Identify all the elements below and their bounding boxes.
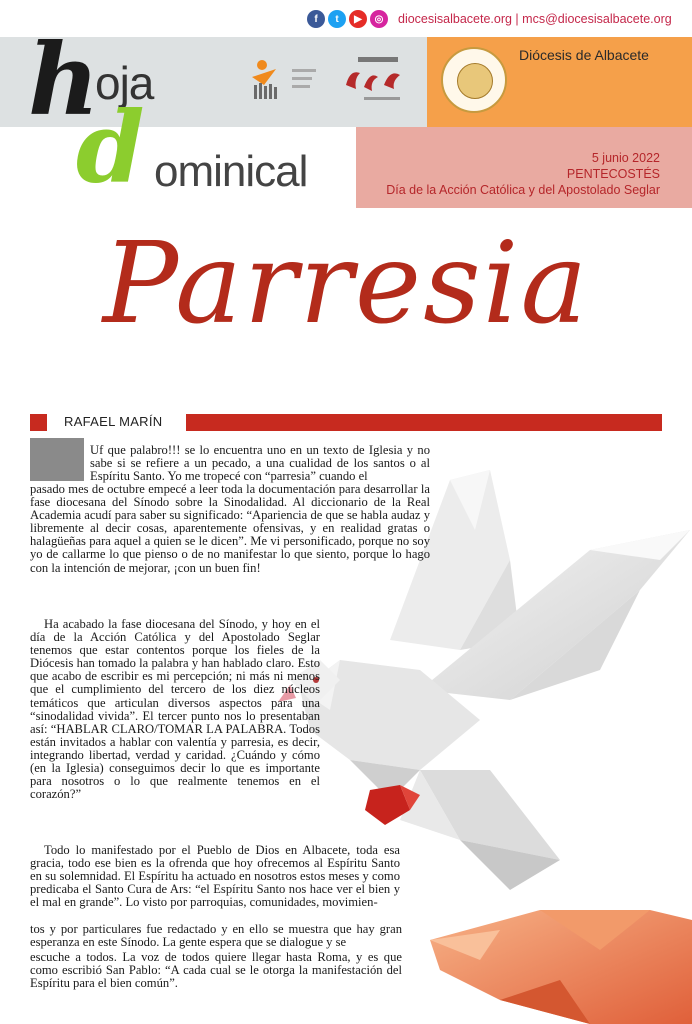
- contact-line[interactable]: diocesisalbacete.org | mcs@diocesisalbacete.org: [398, 12, 672, 26]
- logo-ominical: ominical: [154, 147, 308, 196]
- twitter-icon[interactable]: t: [328, 10, 346, 28]
- social-icons: [307, 10, 388, 28]
- logo-letter-d: d: [76, 91, 145, 206]
- paragraph-3-cont: tos y por particulares fue redactado y en ello se muestra que hay gran esperanza en este Sínodo. La gente espera que se dialogue y se: [30, 922, 402, 950]
- logo-letter-h: h: [28, 23, 100, 138]
- youtube-icon[interactable]: ▶: [349, 10, 367, 28]
- diocese-seal-logo: [441, 47, 507, 113]
- issue-date-block: [386, 150, 660, 198]
- paragraph-2: Ha acabado la fase diocesana del Sínodo, y hoy en el día de la Acción Católica y del Apostolado Seglar tenemos que estar contentos porque los fieles de la Diócesis han tomado la palabra y han hablado claro. Esto que acabo de escribir es mi percepción; ni más ni menos que el cumplimiento del tercero de los diez núcleos temáticos que articulan diversos aspectos para una “sinodalidad vivida”. El tercer punto nos lo presentaban así: “HABLAR CLARO/TOMAR LA PALABRA. Todos están invitados a hablar con valentía y parresia, es decir, integrando libertad, verdad y caridad. ¿Cuándo y cómo (en la Iglesia) conseguimos decir lo que es importante para nosotros o lo que realmente tenemos en el corazón?”: [30, 617, 320, 802]
- feast-day-description: Día de la Acción Católica y del Apostolado Seglar: [386, 183, 660, 197]
- article-author: RAFAEL MARÍN: [64, 414, 163, 429]
- instagram-icon[interactable]: ◎: [370, 10, 388, 28]
- facebook-icon[interactable]: f: [307, 10, 325, 28]
- logo-oja: oja: [95, 57, 154, 109]
- paragraph-3-end: escuche a todos. La voz de todos quiere llegar hasta Roma, y es que como escribió San Pablo: “A cada cual se le otorga la manifestación del Espíritu para el bien común”.: [30, 950, 402, 991]
- diocese-name: Diócesis de Albacete: [519, 47, 649, 63]
- paragraph-1-cont: pasado mes de octubre empecé a leer toda la documentación para desarrollar la fase diocesana del Sínodo sobre la Sinodalidad. Al diccionario de la Real Academia acudí para saber su significado: “Apariencia de que se habla audaz y libremente al decir cosas, aparentemente ofensivas, y en realidad gratas o halagüeñas para aquel a quien se le dicen”. Me vi personificado, porque no soy yo de callarme lo que pienso o de no manifestar lo que siento, porque lo hago con la intención de mejorar, ¡con un buen fin!: [30, 482, 430, 575]
- article-title: Parresia: [102, 219, 590, 349]
- issue-date: 5 junio 2022: [591, 151, 660, 165]
- byline-square: [30, 414, 47, 431]
- paragraph-1-start: Uf que palabro!!! se lo encuentra uno en un texto de Iglesia y no sabe si se refiere a un pecado, a una cualidad de los santos o al Espíritu Santo. Yo me tropecé con “parresia” cuando el: [90, 443, 430, 484]
- paragraph-3: Todo lo manifestado por el Pueblo de Dios en Albacete, toda esa gracia, todo ese bien es la ofrenda que hoy ofrecemos al Espíritu Santo en su solemnidad. El Espíritu ha actuado en nosotros estos meses y como predicaba el Santo Cura de Ars: “el Espíritu Santo nos hace ver el bien y el mal en grande”. Lo visto por parroquias, comunidades, movimien-: [30, 843, 400, 910]
- drop-cap-letter: [30, 438, 84, 481]
- byline-bar: [186, 414, 662, 431]
- synod-logo: [248, 55, 328, 105]
- cortes-logo: [340, 55, 415, 105]
- feast-name: PENTECOSTÉS: [566, 167, 660, 181]
